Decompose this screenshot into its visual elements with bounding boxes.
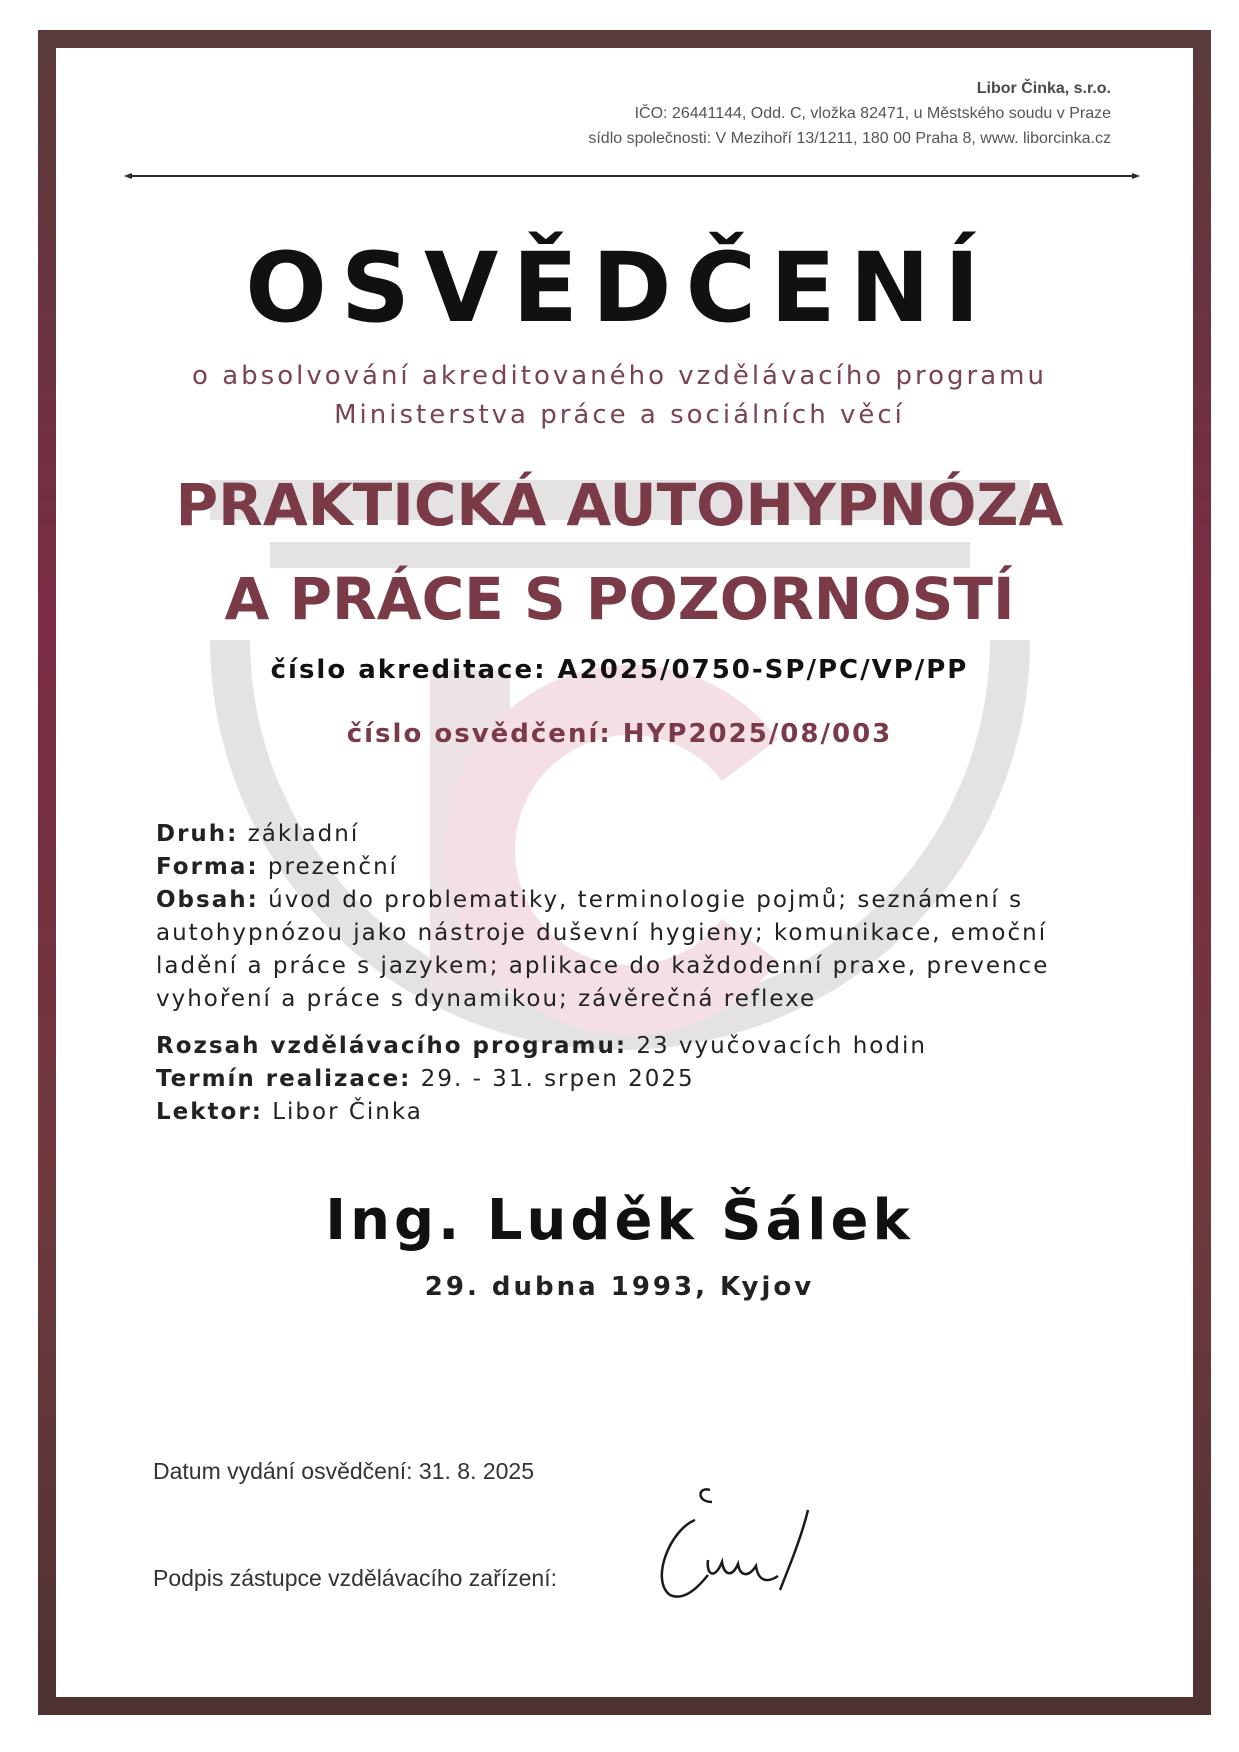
program-details: [156, 818, 1096, 1129]
header-divider: [132, 175, 1132, 177]
holder-name: Ing. Luděk Šálek: [325, 1188, 914, 1253]
detail-obsah-line: ladění a práce s jazykem; aplikace do každodenní praxe, prevence: [156, 953, 1050, 979]
detail-value: úvod do problematiky, terminologie pojmů; seznámení s: [258, 887, 1024, 913]
detail-value: 29. - 31. srpen 2025: [411, 1066, 695, 1092]
certificate-subtitle: [0, 357, 1239, 435]
detail-obsah-line: autohypnózou jako nástroje duševní hygieny; komunikace, emoční: [156, 920, 1048, 946]
issue-date: Datum vydání osvědčení: 31. 8. 2025: [153, 1458, 535, 1484]
issuer-header: [588, 76, 1111, 151]
program-line-1: PRAKTICKÁ AUTOHYPNÓZA: [175, 471, 1064, 539]
program-line-2: A PRÁCE S POZORNOSTÍ: [224, 565, 1015, 633]
detail-label: Druh:: [156, 821, 239, 847]
detail-druh: [156, 818, 1096, 851]
subtitle-line-1: o absolvování akreditovaného vzdělávacího programu: [192, 361, 1047, 391]
detail-obsah-line: vyhoření a práce s dynamikou; závěrečná reflexe: [156, 986, 817, 1012]
detail-value: základní: [238, 821, 360, 847]
detail-value: 23 vyučovacích hodin: [627, 1033, 927, 1059]
detail-value: Libor Činka: [262, 1099, 423, 1125]
detail-rozsah: [156, 1030, 1096, 1063]
signature-image: [640, 1480, 840, 1610]
issuer-address: sídlo společnosti: V Mezihoří 13/1211, 180 00 Praha 8, www. liborcinka.cz: [588, 130, 1111, 147]
holder-birth: 29. dubna 1993, Kyjov: [424, 1272, 815, 1302]
accreditation-number: číslo akreditace: A2025/0750-SP/PC/VP/PP: [270, 655, 969, 685]
detail-value: prezenční: [258, 854, 399, 880]
spacer: [156, 1016, 1096, 1030]
detail-obsah: [156, 884, 1096, 917]
detail-lektor: [156, 1096, 1096, 1129]
program-name: [0, 458, 1239, 646]
subtitle-line-2: Ministerstva práce a sociálních věcí: [334, 400, 905, 430]
detail-forma: [156, 851, 1096, 884]
detail-label: Rozsah vzdělávacího programu:: [156, 1033, 628, 1059]
issuer-name: Libor Činka, s.r.o.: [976, 80, 1111, 97]
certificate-title: OSVĚDČENÍ: [245, 232, 994, 344]
certificate-number: číslo osvědčení: HYP2025/08/003: [346, 719, 893, 749]
signature-label: Podpis zástupce vzdělávacího zařízení:: [153, 1565, 558, 1591]
detail-label: Lektor:: [156, 1099, 263, 1125]
detail-termin: [156, 1063, 1096, 1096]
detail-label: Termín realizace:: [156, 1066, 412, 1092]
issuer-registration: IČO: 26441144, Odd. C, vložka 82471, u Městského soudu v Praze: [634, 105, 1111, 122]
detail-label: Forma:: [156, 854, 259, 880]
detail-label: Obsah:: [156, 887, 259, 913]
